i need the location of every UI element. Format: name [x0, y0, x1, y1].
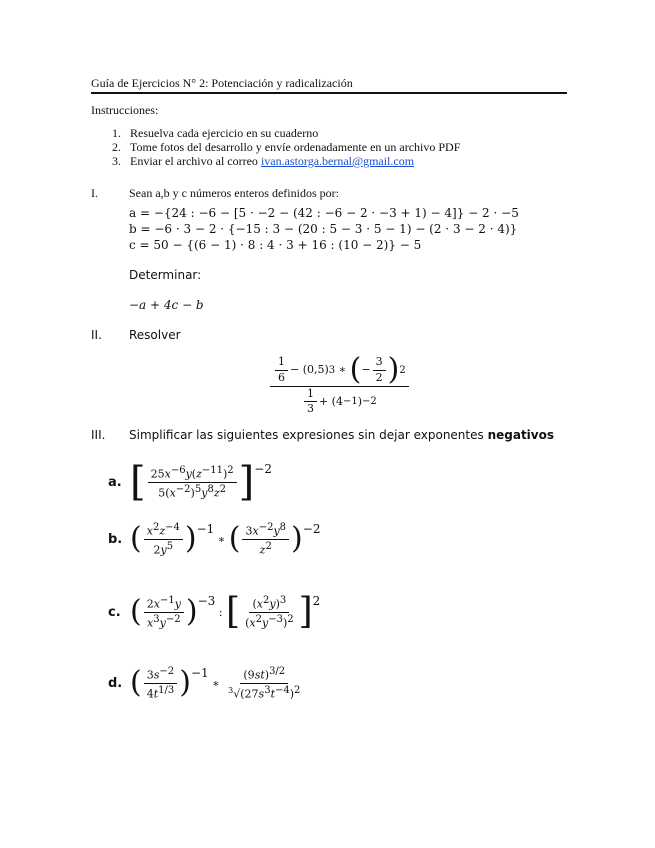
exercise-c: c. ( $\frac{2x-1y}{x3y-2}$ ) −3 : [ $\frac{(x2y)3}{(x2y-3)2}$ ] 2	[108, 591, 321, 632]
equation-a: a = −{24 : −6 − [5 · −2 − (42 : −6 − 2 · −3 + 1) − 4]} − 2 · −5	[129, 206, 519, 220]
exercise-b: b. ( $\frac{x2z-4}{2y5}$ ) −1 ∗ ( $\frac{3x-2y8}{z2}$ ) −2	[108, 521, 321, 557]
exercise-a: a. [ $\frac{25x-6y(z-11)2}{5(x-2)5y8z2}$ ] −2	[108, 459, 272, 505]
section-3-title	[129, 428, 554, 442]
section-2-number: II.	[91, 328, 102, 342]
section-3-emphasis: negativos	[487, 428, 555, 442]
instruction-number: 3.	[112, 154, 121, 168]
section-1-intro: Sean a,b y c números enteros definidos por:	[129, 186, 339, 200]
main-fraction	[270, 352, 409, 416]
section-2-title: Resolver	[129, 328, 181, 342]
equation-c: c = 50 − {(6 − 1) · 8 : 4 · 3 + 16 : (10 − 2)} − 5	[129, 238, 422, 252]
section-3-text: Simplificar las siguientes expresiones sin dejar exponentes	[129, 428, 488, 442]
exercise-label-d: d.	[108, 675, 123, 691]
section-3-number: III.	[91, 428, 106, 442]
instruction-number: 1.	[112, 126, 121, 140]
target-expression: −a + 4c − b	[129, 298, 204, 312]
section-1-number: I.	[91, 186, 98, 200]
email-link[interactable]: ivan.astorga.bernal@gmail.com	[260, 154, 415, 168]
equation-b: b = −6 · 3 − 2 · {−15 : 3 − (20 : 5 − 3 · 5 − 1) − (2 · 3 − 2 · 4)}	[129, 222, 518, 236]
instruction-text: Tome fotos del desarrollo y envíe ordenadamente en un archivo PDF	[130, 140, 461, 154]
exercise-label-b: b.	[108, 531, 123, 547]
instruction-item-3	[112, 154, 414, 169]
instruction-item-2	[112, 140, 460, 155]
document-title: Guía de Ejercicios N° 2: Potenciación y radicalización	[91, 76, 353, 90]
exercise-d: d. ( $\frac{3s-2}{4t1/3}$ ) −1 ∗ $\frac{(9st)3/2}{^3√(27s3t-4)2}$	[108, 665, 301, 701]
resolver-expression	[268, 352, 411, 416]
instructions-heading: Instrucciones:	[91, 103, 159, 117]
exercise-label-a: a.	[108, 474, 122, 490]
exercise-label-c: c.	[108, 604, 121, 620]
main-numerator: $\frac{1}{6}$ − (0,5) 3 ∗ ( − $\frac{3}{2}$ ) 2	[270, 355, 409, 387]
title-rule	[91, 92, 567, 94]
determine-label: Determinar:	[129, 268, 202, 282]
instruction-item-1	[112, 126, 318, 141]
instruction-text: Enviar el archivo al correo	[130, 154, 261, 168]
instruction-text: Resuelva cada ejercicio en su cuaderno	[130, 126, 319, 140]
instruction-number: 2.	[112, 140, 121, 154]
main-denominator: $\frac{1}{3}$ + (4 −1 ) −2	[299, 387, 380, 415]
